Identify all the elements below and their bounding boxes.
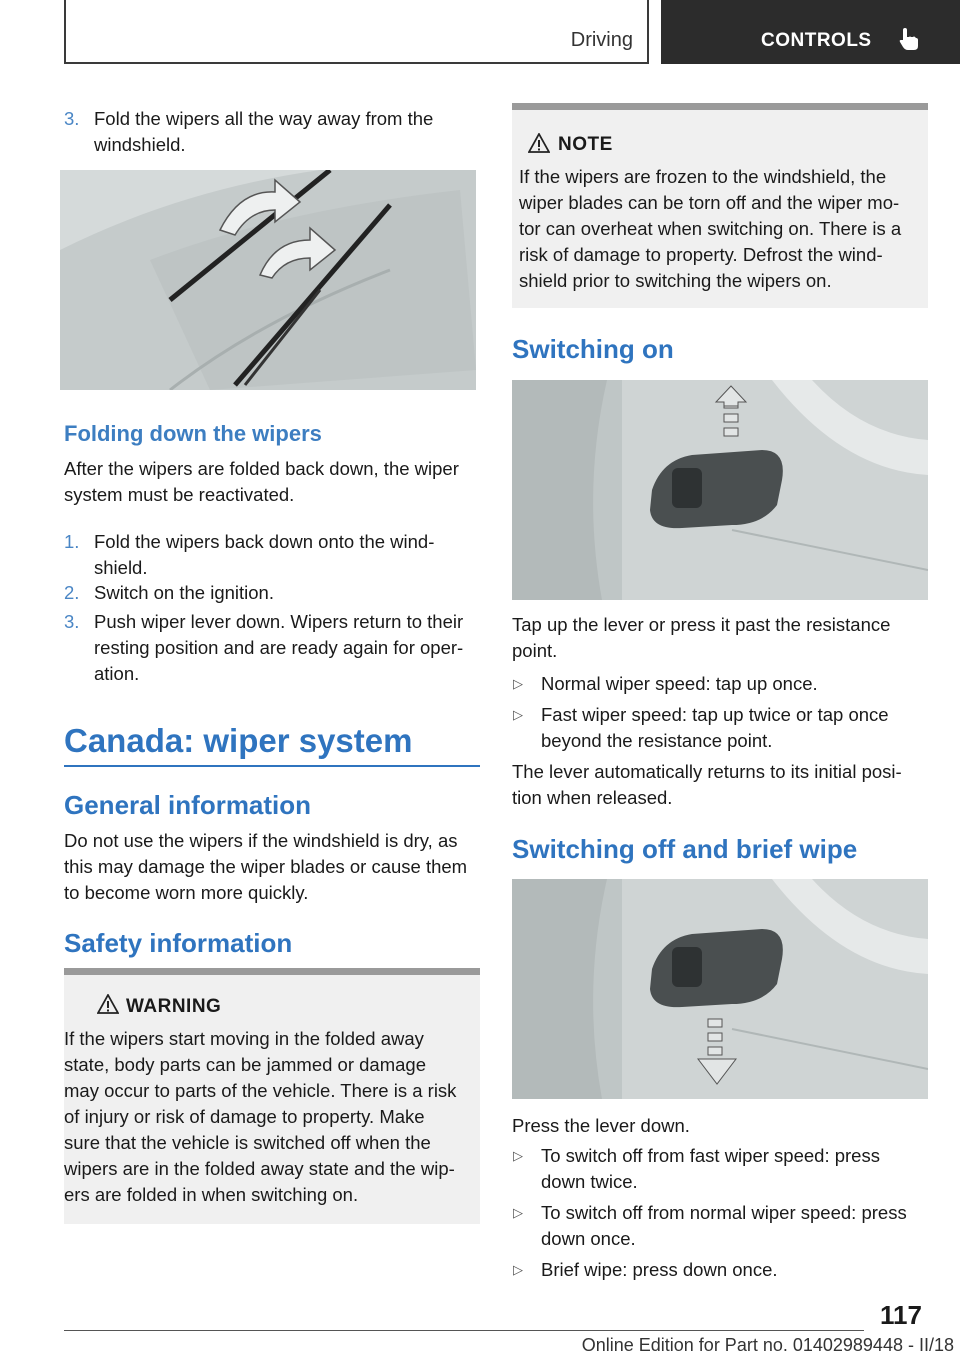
- step-number: 1.: [64, 531, 80, 552]
- step-text-line: Fold the wipers all the way away from the: [94, 108, 434, 129]
- bullet-icon: ▷: [513, 707, 523, 722]
- step-text: [94, 529, 434, 581]
- text-line: sure that the vehicle is switched off when the: [64, 1132, 431, 1153]
- text-line: may occur to parts of the vehicle. There is a risk: [64, 1080, 457, 1101]
- note-text: [519, 164, 901, 294]
- bullet-icon: ▷: [513, 1262, 523, 1277]
- text-line: Fast wiper speed: tap up twice or tap once: [541, 704, 889, 725]
- footer-edition: Online Edition for Part no. 01402989448 - II/18: [581, 1335, 954, 1355]
- safety-heading: Safety information: [64, 928, 293, 958]
- text-line: shield prior to switching the wipers on.: [519, 270, 832, 291]
- wipers-folded-drawing: [60, 170, 476, 390]
- header-chapter-tab[interactable]: [661, 0, 960, 64]
- step-text: [94, 609, 463, 687]
- text-line: wiper blades can be torn off and the wiper mo-: [519, 192, 900, 213]
- wipers-folded-illustration: [60, 170, 476, 390]
- bullet-text: Normal wiper speed: tap up once.: [541, 673, 818, 694]
- text-line: of injury or risk of damage to property. Make: [64, 1106, 425, 1127]
- text-line: beyond the resistance point.: [541, 730, 773, 751]
- text-line: tor can overheat when switching on. There is a: [519, 218, 902, 239]
- step-number: 2.: [64, 582, 80, 603]
- lever-down-illustration: [512, 879, 928, 1099]
- folding-intro: [64, 456, 459, 508]
- general-heading: General information: [64, 790, 312, 820]
- header-section-box: [64, 0, 649, 64]
- text-line: After the wipers are folded back down, the wiper: [64, 458, 459, 479]
- text-line: The lever automatically returns to its initial posi-: [512, 761, 902, 782]
- switching-on-heading: Switching on: [512, 334, 674, 364]
- switching-off-heading: Switching off and brief wipe: [512, 834, 858, 864]
- step-number: 3.: [64, 108, 80, 129]
- warning-title: WARNING: [126, 996, 222, 1017]
- bullet-icon: ▷: [513, 676, 523, 691]
- text-line: Tap up the lever or press it past the resistance: [512, 614, 891, 635]
- general-text: [64, 828, 467, 906]
- text-line: risk of damage to property. Defrost the wind-: [519, 244, 883, 265]
- switching-on-intro: [512, 612, 890, 664]
- step-text-line: Push wiper lever down. Wipers return to their: [94, 611, 464, 632]
- step-text: Switch on the ignition.: [94, 582, 274, 603]
- text-line: Do not use the wipers if the windshield is dry, as: [64, 830, 458, 851]
- warning-box: [64, 968, 480, 1224]
- step-text: [94, 106, 433, 158]
- step-text-line: Fold the wipers back down onto the wind-: [94, 531, 435, 552]
- text-line: If the wipers are frozen to the windshield, the: [519, 166, 887, 187]
- text-line: tion when released.: [512, 787, 673, 808]
- folding-heading: Folding down the wipers: [64, 421, 322, 446]
- step-number: 3.: [64, 611, 80, 632]
- text-line: point.: [512, 640, 558, 661]
- text-line: ers are folded in when switching on.: [64, 1184, 359, 1205]
- step-text-line: shield.: [94, 557, 148, 578]
- page-number: 117: [880, 1300, 922, 1330]
- lever-up-drawing: [512, 380, 928, 600]
- text-line: If the wipers start moving in the folded away: [64, 1028, 424, 1049]
- text-line: wipers are in the folded away state and the wip-: [64, 1158, 455, 1179]
- warning-triangle-icon: [97, 994, 119, 1014]
- text-line: down twice.: [541, 1171, 638, 1192]
- footer-rule: [64, 1330, 864, 1331]
- text-line: To switch off from fast wiper speed: press: [541, 1145, 880, 1166]
- text-line: to become worn more quickly.: [64, 882, 309, 903]
- heading-rule: [64, 765, 480, 767]
- bullet-text: [541, 702, 889, 754]
- note-box: [512, 103, 928, 308]
- text-line: this may damage the wiper blades or cause them: [64, 856, 468, 877]
- switching-off-intro: Press the lever down.: [512, 1115, 690, 1136]
- switching-on-after: [512, 759, 902, 811]
- lever-up-illustration: [512, 380, 928, 600]
- text-line: state, body parts can be jammed or damage: [64, 1054, 426, 1075]
- bullet-icon: ▷: [513, 1205, 523, 1220]
- step-text-line: windshield.: [94, 134, 186, 155]
- bullet-text: [541, 1200, 907, 1252]
- note-box-bar: [512, 103, 928, 110]
- hand-pointer-icon: [897, 26, 921, 52]
- canada-heading: Canada: wiper system: [64, 722, 413, 759]
- header-chapter-label: CONTROLS: [761, 30, 872, 51]
- bullet-icon: ▷: [513, 1148, 523, 1163]
- lever-down-drawing: [512, 879, 928, 1099]
- text-line: down once.: [541, 1228, 636, 1249]
- text-line: system must be reactivated.: [64, 484, 295, 505]
- step-text-line: resting position and are ready again for oper-: [94, 637, 464, 658]
- text-line: To switch off from normal wiper speed: press: [541, 1202, 907, 1223]
- warning-box-bar: [64, 968, 480, 975]
- bullet-text: [541, 1143, 880, 1195]
- warning-triangle-icon: [528, 133, 550, 153]
- header-section-label: Driving: [570, 29, 633, 51]
- note-title: NOTE: [558, 134, 613, 155]
- warning-text: [64, 1026, 456, 1208]
- bullet-text: Brief wipe: press down once.: [541, 1259, 778, 1280]
- step-text-line: ation.: [94, 663, 140, 684]
